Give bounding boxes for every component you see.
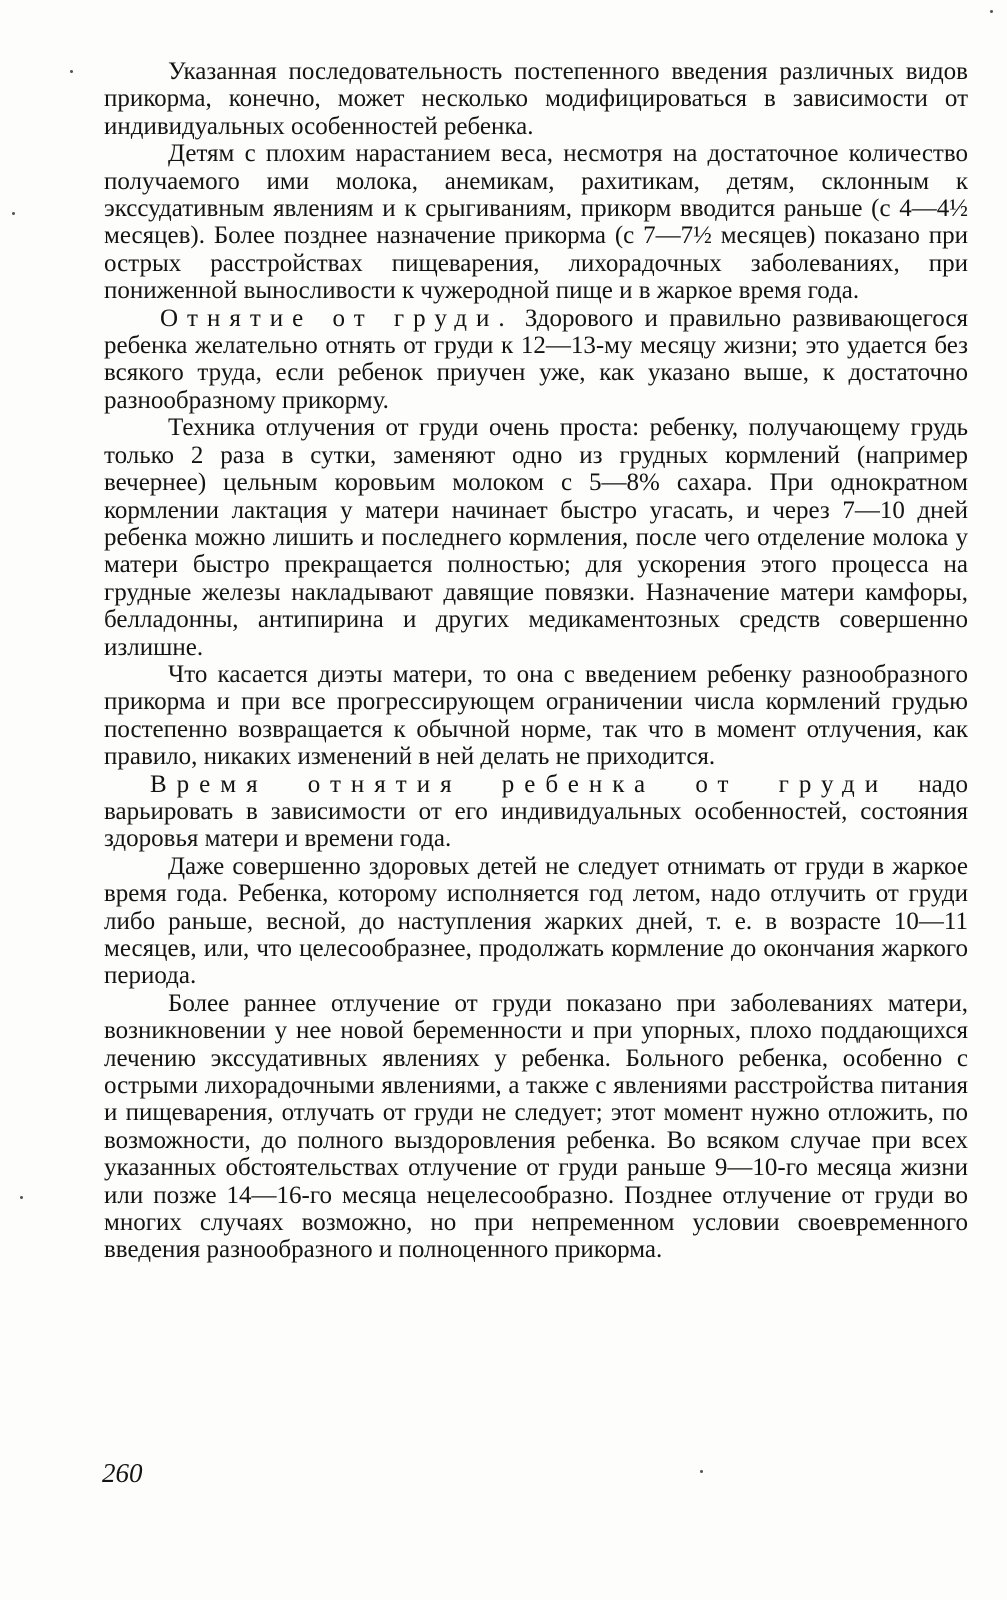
paper-speck xyxy=(70,70,73,73)
paragraph-1: Указанная последовательность постепенного введения различных видов прикорма, конечно, может несколько модифицироваться в зависимости от индивидуальных особенностей ребенка. xyxy=(104,58,968,140)
section-heading-weaning: Отнятие от груди. xyxy=(160,304,514,332)
paragraph-2: Детям с плохим нарастанием веса, несмотря на достаточное количество получаемого ими молока, анемикам, рахитикам, детям, склонным к экссудативным явлениям и к срыгиваниям, прикорм вводится раньше (с 4—4½ месяцев). Более позднее назначение прикорма (с 7—7½ месяцев) показано при острых расстройствах пищеварения, лихорадочных заболеваниях, при пониженной выносливости к чужеродной пище и в жаркое время года. xyxy=(104,140,968,305)
paper-speck xyxy=(20,1196,23,1199)
paragraph-7: Даже совершенно здоровых детей не следует отнимать от груди в жаркое время года. Ребенка, которому исполняется год летом, надо отлучить от груди либо раньше, весной, до наступления жарких дней, т. е. в возрасте 10—11 месяцев, или, что целесообразнее, продолжать кормление до окончания жаркого периода. xyxy=(104,852,968,990)
paragraph-8: Более раннее отлучение от груди показано при заболеваниях матери, возникновении у нее новой беременности и при упорных, плохо поддающихся лечению экссудативных явлениях у ребенка. Больного ребенка, особенно с острыми лихорадочными явлениями, а также с явлениями расстройства питания и пищеварения, отлучать от груди не следует; этот момент нужно отложить, по возможности, до полного выздоровления ребенка. Во всяком случае при всех указанных обстоятельствах отлучение от груди раньше 9—10-го месяца жизни или позже 14—16-го месяца нецелесообразно. Позднее отлучение от груди во многих случаях возможно, но при непременном условии своевременного введения разнообразного и полноценного прикорма. xyxy=(104,989,968,1264)
paragraph-3-text: Здорового и правильно развивающегося ребенка желательно отнять от груди к 12—13-му месяцу жизни; это удается без всякого труда, если ребенок приучен уже, как указано выше, к достаточно разнообразному прикорму. xyxy=(104,304,968,414)
section-heading-weaning-time: Время отнятия ребенка от груди xyxy=(150,770,889,798)
body-text xyxy=(104,58,968,1264)
page-number: 260 xyxy=(102,1458,143,1488)
paragraph-5: Что касается диэты матери, то она с введением ребенку разнообразного прикорма и при все прогрессирующем ограничении числа кормлений грудью постепенно возвращается к обычной норме, так что в момент отлучения, как правило, никаких изменений в ней делать не приходится. xyxy=(104,660,968,771)
paper-speck xyxy=(990,10,993,13)
paragraph-3 xyxy=(104,305,968,415)
paragraph-6-text: надо варьировать в зависимости от его индивидуальных особенностей, состояния здоровья матери и времени года. xyxy=(104,770,968,853)
paper-speck xyxy=(12,212,15,215)
paragraph-6 xyxy=(104,771,968,853)
paper-speck xyxy=(700,1470,703,1473)
paragraph-4: Техника отлучения от груди очень проста: ребенку, получающему грудь только 2 раза в сутки, заменяют одно из грудных кормлений (например вечернее) цельным коровьим молоком с 5—8% сахара. При однократном кормлении лактация у матери начинает быстро угасать, и через 7—10 дней ребенка можно лишить и последнего кормления, после чего отделение молока у матери быстро прекращается полностью; для ускорения этого процесса на грудные железы накладывают давящие повязки. Назначение матери камфоры, белладонны, антипирина и других медикаментозных средств совершенно излишне. xyxy=(104,414,968,661)
